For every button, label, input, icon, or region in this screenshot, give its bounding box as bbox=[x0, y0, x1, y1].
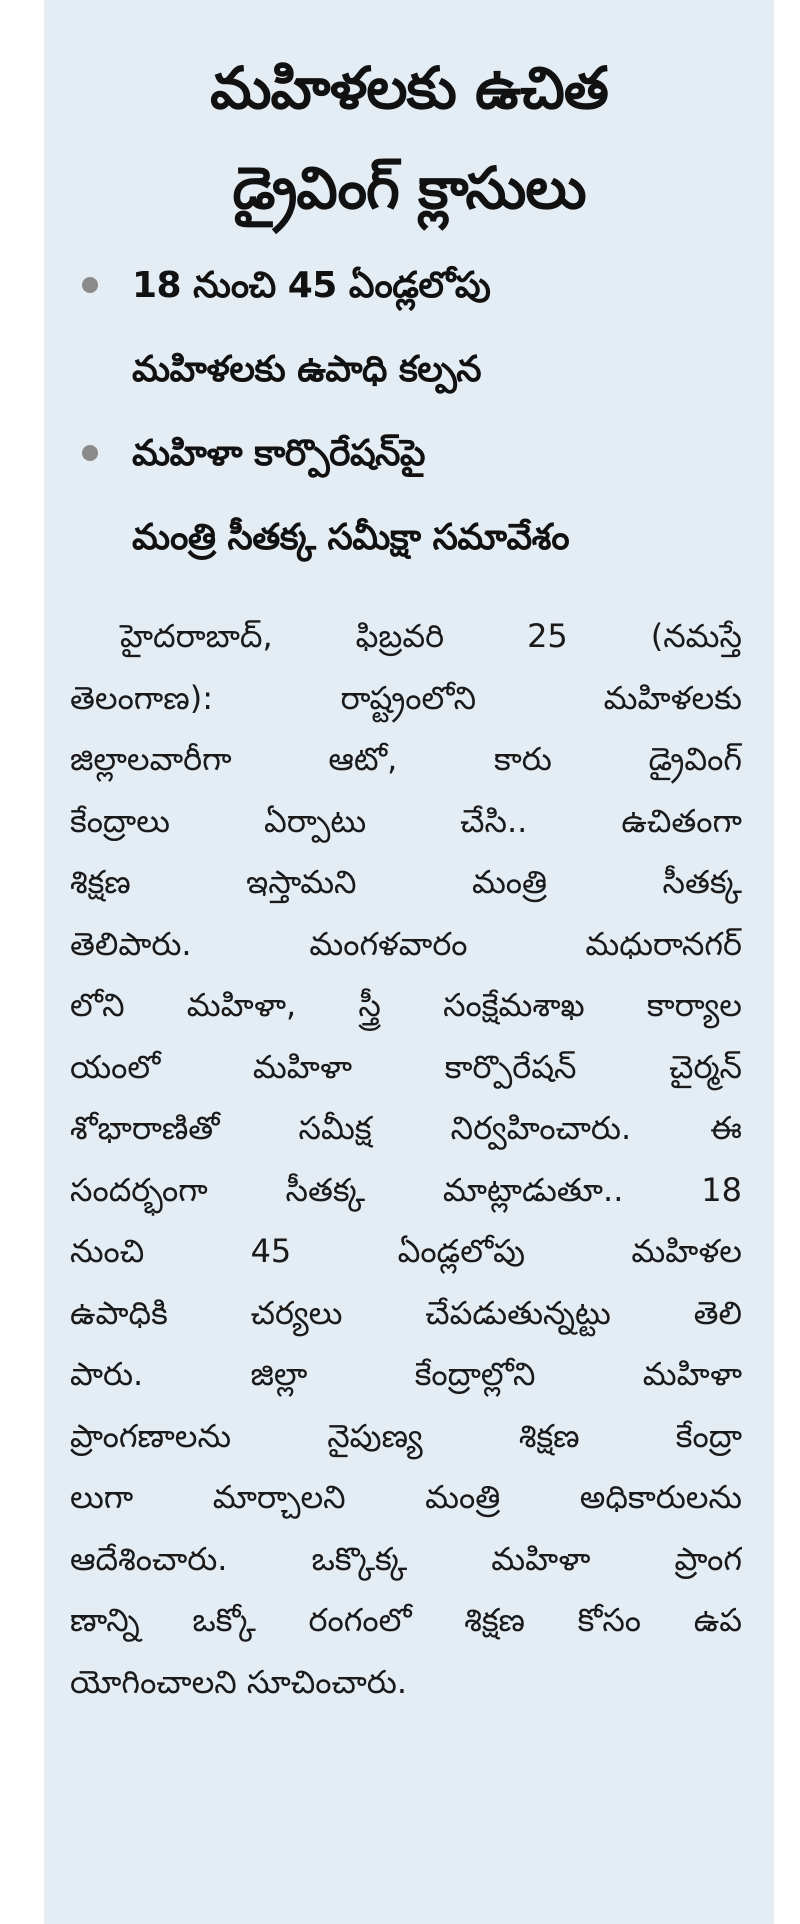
article-line: నుంచి 45 ఏండ్లలోపు మహిళల bbox=[70, 1232, 742, 1270]
article-line: పారు. జిల్లా కేంద్రాల్లోని మహిళా bbox=[70, 1355, 742, 1393]
article-line: కేంద్రాలు ఏర్పాటు చేసి.. ఉచితంగా bbox=[70, 801, 742, 840]
article-line: ఆదేశించారు. ఒక్కొక్క మహిళా ప్రాంగ bbox=[70, 1539, 742, 1578]
subheadline-line: మహిళా కార్పొరేషన్‌పై bbox=[132, 433, 425, 474]
article-line: లుగా మార్చాలని మంత్రి అధికారులను bbox=[70, 1478, 742, 1516]
subheadline-line: 18 నుంచి 45 ఏండ్లలోపు bbox=[132, 265, 491, 306]
article-line: జిల్లాలవారీగా ఆటో, కారు డ్రైవింగ్ bbox=[70, 740, 742, 778]
headline-line-1: మహిళలకు ఉచిత bbox=[210, 54, 608, 122]
article-body bbox=[44, 606, 774, 1713]
article-line: తెలిపారు. మంగళవారం మధురానగర్ bbox=[70, 924, 742, 963]
news-clipping bbox=[44, 0, 774, 1924]
subheadline-line: మహిళలకు ఉపాధి కల్పన bbox=[132, 349, 481, 390]
article-line: ఉపాధికి చర్యలు చేపడుతున్నట్టు తెలి bbox=[70, 1293, 742, 1332]
article-line: శోభారాణితో సమీక్ష నిర్వహించారు. ఈ bbox=[70, 1109, 742, 1147]
article-line: యోగించాలని సూచించారు. bbox=[70, 1662, 408, 1701]
headline-line-2: డ్రైవింగ్ క్లాసులు bbox=[232, 154, 586, 222]
subheadline-bullet bbox=[82, 244, 774, 412]
subheadline-bullet bbox=[82, 412, 774, 580]
headline bbox=[44, 38, 774, 238]
article-line: యంలో మహిళా కార్పొరేషన్ చైర్మన్ bbox=[70, 1047, 742, 1086]
article-line: సందర్భంగా సీతక్క మాట్లాడుతూ.. 18 bbox=[70, 1170, 742, 1209]
article-line: తెలంగాణ): రాష్ట్రంలోని మహిళలకు bbox=[70, 678, 742, 717]
subheadline-line: మంత్రి సీతక్క సమీక్షా సమావేశం bbox=[132, 517, 570, 558]
bullet-dot-icon bbox=[82, 277, 98, 293]
article-line: ణాన్ని ఒక్కో రంగంలో శిక్షణ కోసం ఉప bbox=[70, 1601, 742, 1639]
subheadline-bullets bbox=[44, 244, 774, 580]
article-line: శిక్షణ ఇస్తామని మంత్రి సీతక్క bbox=[70, 863, 742, 901]
article-line: ప్రాంగణాలను నైపుణ్య శిక్షణ కేంద్రా bbox=[70, 1416, 742, 1455]
article-line: లోని మహిళా, స్త్రీ సంక్షేమశాఖ కార్యాల bbox=[70, 986, 742, 1024]
article-line: హైదరాబాద్, ఫిబ్రవరి 25 (నమస్తే bbox=[120, 617, 742, 655]
bullet-dot-icon bbox=[82, 445, 98, 461]
